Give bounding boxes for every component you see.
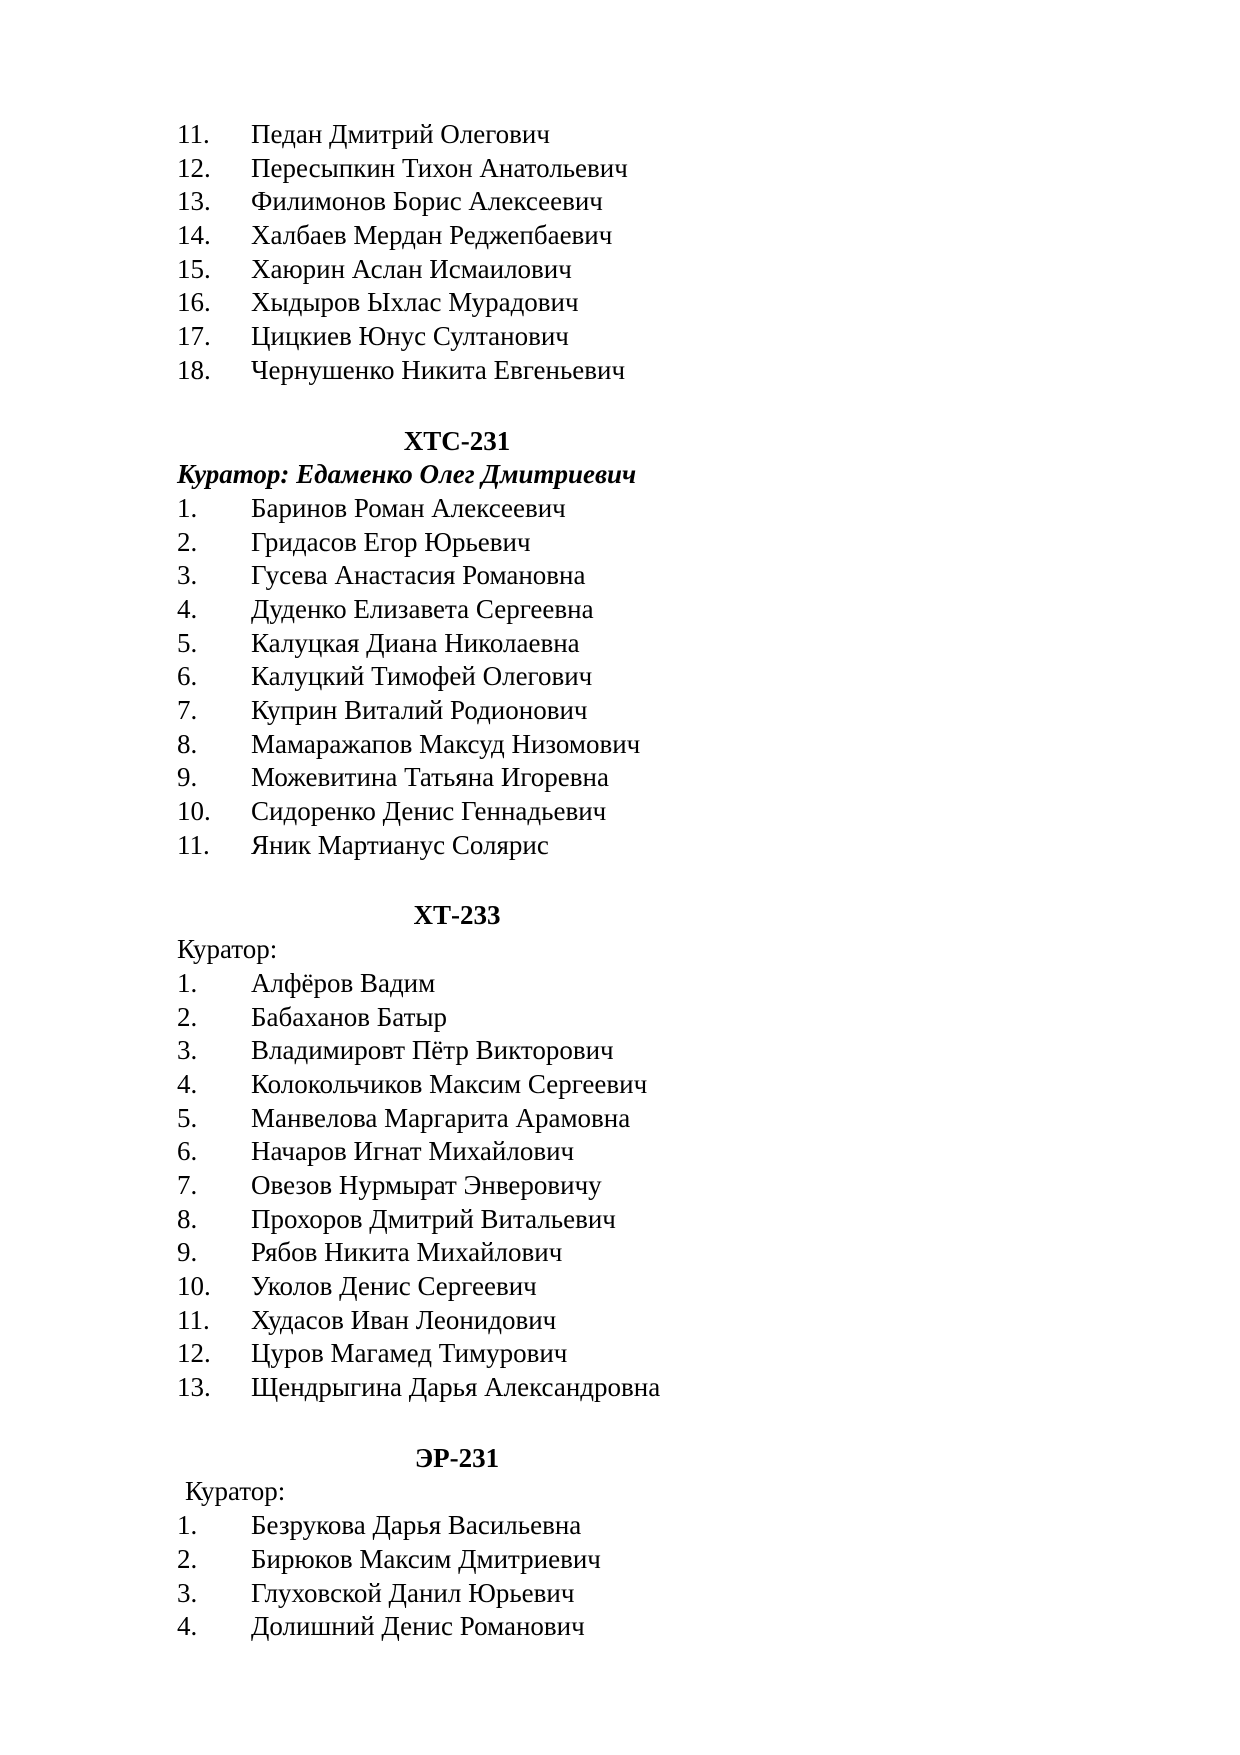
- curator-line: Куратор:: [185, 1476, 286, 1507]
- item-number: 11.: [177, 1304, 210, 1335]
- list-item: [177, 1543, 737, 1577]
- item-number: 1.: [177, 967, 198, 998]
- list-item: [177, 286, 737, 320]
- list-item: [177, 627, 737, 661]
- item-number: 3.: [177, 1577, 198, 1608]
- student-name: Сидоренко Денис Геннадьевич: [251, 796, 607, 827]
- list-item: [177, 967, 737, 1001]
- section-spacer: [177, 862, 737, 899]
- item-number: 15.: [177, 253, 211, 284]
- item-number: 10.: [177, 796, 211, 827]
- list-item: [177, 1270, 737, 1304]
- student-name: Хаюрин Аслан Исмаилович: [251, 253, 572, 284]
- list-item: [177, 253, 737, 287]
- item-number: 11.: [177, 119, 210, 149]
- student-name: Цицкиев Юнус Султанович: [251, 321, 569, 352]
- item-number: 8.: [177, 1203, 198, 1234]
- list-item: [177, 1509, 737, 1543]
- student-name: Овезов Нурмырат Энверовичу: [251, 1169, 602, 1200]
- student-name: Дуденко Елизавета Сергеевна: [251, 593, 594, 624]
- item-number: 8.: [177, 728, 198, 759]
- group-title: ЭР-231: [414, 1442, 500, 1473]
- student-name: Цуров Магамед Тимурович: [251, 1338, 568, 1369]
- item-number: 12.: [177, 1338, 211, 1369]
- list-item: [177, 829, 737, 863]
- student-name: Можевитина Татьяна Игоревна: [251, 762, 609, 793]
- list-item: [177, 593, 737, 627]
- item-number: 9.: [177, 1237, 198, 1268]
- group-section: [177, 1442, 737, 1644]
- list-item: [177, 1371, 737, 1405]
- student-name: Прохоров Дмитрий Витальевич: [251, 1203, 616, 1234]
- item-number: 2.: [177, 1001, 198, 1032]
- student-name: Педан Дмитрий Олегович: [251, 119, 550, 149]
- list-item: [177, 1068, 737, 1102]
- student-name: Мамаражапов Максуд Низомович: [251, 728, 641, 759]
- item-number: 10.: [177, 1271, 211, 1301]
- list-item: [177, 526, 737, 560]
- item-number: 6.: [177, 1136, 198, 1167]
- item-number: 13.: [177, 186, 211, 217]
- item-number: 9.: [177, 762, 198, 793]
- item-number: 4.: [177, 1068, 198, 1099]
- list-item: [177, 1304, 737, 1338]
- list-item: [177, 1610, 737, 1644]
- student-name: Начаров Игнат Михайлович: [251, 1136, 575, 1167]
- student-name: Филимонов Борис Алексеевич: [251, 186, 603, 217]
- student-name: Калуцкий Тимофей Олегович: [251, 661, 593, 692]
- list-item: [177, 1236, 737, 1270]
- list-item: [177, 1203, 737, 1237]
- student-name: Долишний Денис Романович: [251, 1611, 585, 1642]
- item-number: 5.: [177, 1102, 198, 1133]
- list-item: [177, 219, 737, 253]
- list-item: [177, 320, 737, 354]
- item-number: 11.: [177, 829, 210, 860]
- item-number: 4.: [177, 1611, 198, 1642]
- item-number: 16.: [177, 287, 211, 318]
- item-number: 1.: [177, 492, 198, 523]
- list-item: [177, 1034, 737, 1068]
- item-number: 7.: [177, 1169, 198, 1200]
- student-name: Бабаханов Батыр: [251, 1001, 448, 1032]
- group-section: [177, 899, 737, 1404]
- item-number: 6.: [177, 661, 198, 692]
- group-section: [177, 425, 737, 863]
- list-item: [177, 1577, 737, 1611]
- item-number: 18.: [177, 354, 211, 385]
- list-item: [177, 1169, 737, 1203]
- list-item: [177, 492, 737, 526]
- list-item: [177, 559, 737, 593]
- list-item: [177, 694, 737, 728]
- document-content: [177, 118, 737, 1644]
- item-number: 3.: [177, 560, 198, 591]
- list-item: [177, 185, 737, 219]
- student-name: Халбаев Мердан Реджепбаевич: [251, 220, 613, 251]
- item-number: 7.: [177, 695, 198, 725]
- item-number: 2.: [177, 526, 198, 557]
- student-name: Рябов Никита Михайлович: [251, 1237, 563, 1268]
- student-name: Пересыпкин Тихон Анатольевич: [251, 152, 628, 183]
- student-name: Калуцкая Диана Николаевна: [251, 627, 580, 658]
- student-name: Алфёров Вадим: [251, 967, 436, 998]
- group-title: ХТС-231: [403, 425, 511, 456]
- item-number: 12.: [177, 152, 211, 183]
- curator-line: Куратор: Едаменко Олег Дмитриевич: [177, 459, 637, 490]
- item-number: 3.: [177, 1035, 198, 1066]
- student-name: Уколов Денис Сергеевич: [251, 1271, 537, 1301]
- item-number: 2.: [177, 1543, 198, 1574]
- list-item: [177, 118, 737, 152]
- list-item: [177, 795, 737, 829]
- student-name: Бирюков Максим Дмитриевич: [251, 1543, 601, 1574]
- student-name: Худасов Иван Леонидович: [251, 1304, 557, 1335]
- item-number: 5.: [177, 627, 198, 658]
- student-name: Глуховской Данил Юрьевич: [251, 1577, 575, 1608]
- item-number: 1.: [177, 1510, 198, 1541]
- student-name: Манвелова Маргарита Арамовна: [251, 1102, 631, 1133]
- student-name: Куприн Виталий Родионович: [251, 695, 588, 725]
- student-name: Гусева Анастасия Романовна: [251, 560, 586, 591]
- item-number: 13.: [177, 1372, 211, 1403]
- item-number: 14.: [177, 220, 211, 251]
- list-item: [177, 761, 737, 795]
- student-name: Баринов Роман Алексеевич: [251, 492, 566, 523]
- list-item: [177, 152, 737, 186]
- list-item: [177, 1001, 737, 1035]
- list-item: [177, 660, 737, 694]
- list-item: [177, 1102, 737, 1136]
- student-name: Чернушенко Никита Евгеньевич: [251, 354, 626, 385]
- list-item: [177, 1135, 737, 1169]
- student-name: Владимировт Пётр Викторович: [251, 1035, 614, 1066]
- item-number: 4.: [177, 593, 198, 624]
- student-name: Колокольчиков Максим Сергеевич: [251, 1068, 648, 1099]
- student-name: Хыдыров Ыхлас Мурадович: [251, 287, 579, 318]
- list-item: [177, 728, 737, 762]
- curator-line: Куратор:: [177, 934, 278, 965]
- section-spacer: [177, 1405, 737, 1442]
- section-spacer: [177, 388, 737, 425]
- list-item: [177, 1337, 737, 1371]
- item-number: 17.: [177, 321, 211, 352]
- group-title: ХТ-233: [413, 900, 501, 931]
- student-name: Гридасов Егор Юрьевич: [251, 526, 531, 557]
- student-name: Яник Мартианус Солярис: [251, 829, 549, 860]
- continued-list: [177, 118, 737, 388]
- student-name: Щендрыгина Дарья Александровна: [251, 1372, 661, 1403]
- list-item: [177, 354, 737, 388]
- student-name: Безрукова Дарья Васильевна: [251, 1510, 582, 1541]
